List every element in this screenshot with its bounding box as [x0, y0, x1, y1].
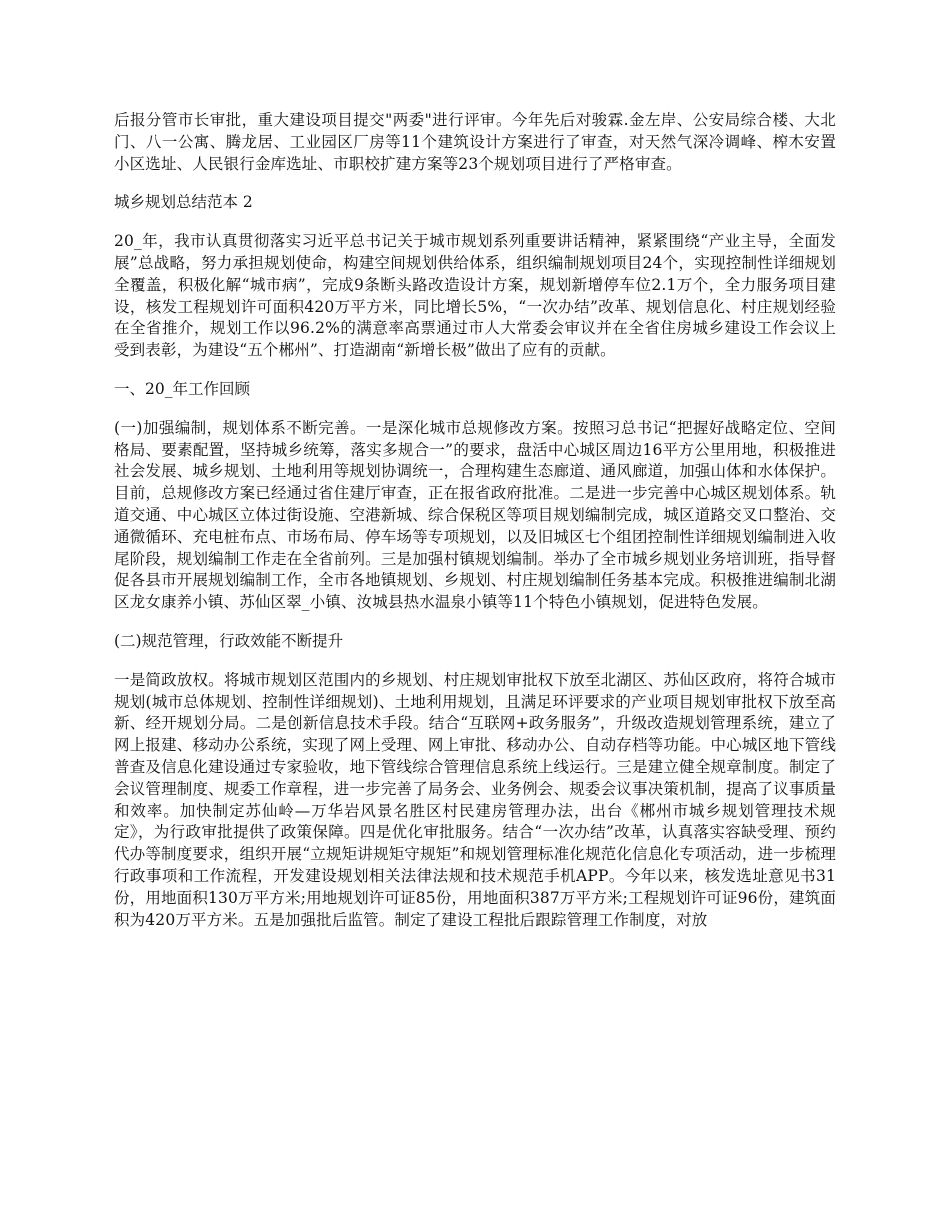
document-page	[114, 110, 836, 948]
paragraph-management: 一是简政放权。将城市规划区范围内的乡规划、村庄规划审批权下放至北湖区、苏仙区政府，将符合城市规划(城市总体规划、控制性详细规划)、土地利用规划，且满足环评要求的产业项目规划审批权下放至高新、经开规划分局。二是创新信息技术手段。结合“互联网+政务服务”，升级改造规划管理系统，建立了网上报建、移动办公系统，实现了网上受理、网上审批、移动办公、自动存档等功能。中心城区地下管线普查及信息化建设通过专家验收，地下管线综合管理信息系统上线运行。三是建立健全规章制度。制定了会议管理制度、规委工作章程，进一步完善了局务会、业务例会、规委会议事决策机制，提高了议事质量和效率。加快制定苏仙岭—万华岩风景名胜区村民建房管理办法，出台《郴州市城乡规划管理技术规定》，为行政审批提供了政策保障。四是优化审批服务。结合“一次办结”改革，认真落实容缺受理、预约代办等制度要求，组织开展“立规矩讲规矩守规矩”和规划管理标准化规范化信息化专项活动，进一步梳理行政事项和工作流程，开发建设规划相关法律法规和技术规范手机APP。今年以来，核发选址意见书31份，用地面积130万平方米;用地规划许可证85份，用地面积387万平方米;工程规划许可证96份，建筑面积为420万平方米。五是加强批后监管。制定了建设工程批后跟踪管理工作制度，对放	[114, 670, 836, 929]
paragraph-review-continuation: 后报分管市长审批，重大建设项目提交"两委"进行评审。今年先后对骏霖.金左岸、公安局综合楼、大北门、八一公寓、腾龙居、工业园区厂房等11个建筑设计方案进行了审查，对天然气深冷调峰、榨木安置小区选址、人民银行金库选址、市职校扩建方案等23个规划项目进行了严格审查。	[114, 111, 836, 173]
paragraph-planning-system: (一)加强编制，规划体系不断完善。一是深化城市总规修改方案。按照习总书记“把握好战略定位、空间格局、要素配置，坚持城乡统筹，落实多规合一”的要求，盘活中心城区周边16平方公里用地，积极推进社会发展、城乡规划、土地利用等规划协调统一，合理构建生态廊道、通风廊道，加强山体和水体保护。目前，总规修改方案已经通过省住建厅审查，正在报省政府批准。二是进一步完善中心城区规划体系。轨道交通、中心城区立体过街设施、空港新城、综合保税区等项目规划编制完成，城区道路交叉口整治、交通微循环、充电桩布点、市场布局、停车场等专项规划，以及旧城区七个组团控制性详细规划编制进入收尾阶段，规划编制工作走在全省前列。三是加强村镇规划编制。举办了全市城乡规划业务培训班，指导督促各县市开展规划编制工作，全市各地镇规划、乡规划、村庄规划编制任务基本完成。积极推进编制北湖区龙女康养小镇、苏仙区翠_小镇、汝城县热水温泉小镇等11个特色小镇规划，促进特色发展。	[114, 418, 836, 612]
paragraph-intro: 20_年，我市认真贯彻落实习近平总书记关于城市规划系列重要讲话精神，紧紧围绕“产业主导，全面发展”总战略，努力承担规划使命，构建空间规划供给体系，组织编制规划项目24个，实现控制性详细规划全覆盖，积极化解“城市病”，完成9条断头路改造设计方案，规划新增停车位2.1万个，全力服务项目建设，核发工程规划许可面积420万平方米，同比增长5%，“一次办结”改革、规划信息化、村庄规划经验在全省推介，规划工作以96.2%的满意率高票通过市人大常委会审议并在全省住房城乡建设工作会议上受到表彰，为建设“五个郴州”、打造湖南“新增长极”做出了应有的贡献。	[114, 232, 836, 360]
section-title: 城乡规划总结范本 2	[114, 193, 253, 212]
heading-work-review: 一、20_年工作回顾	[114, 379, 250, 398]
heading-management: (二)规范管理，行政效能不断提升	[114, 631, 344, 650]
